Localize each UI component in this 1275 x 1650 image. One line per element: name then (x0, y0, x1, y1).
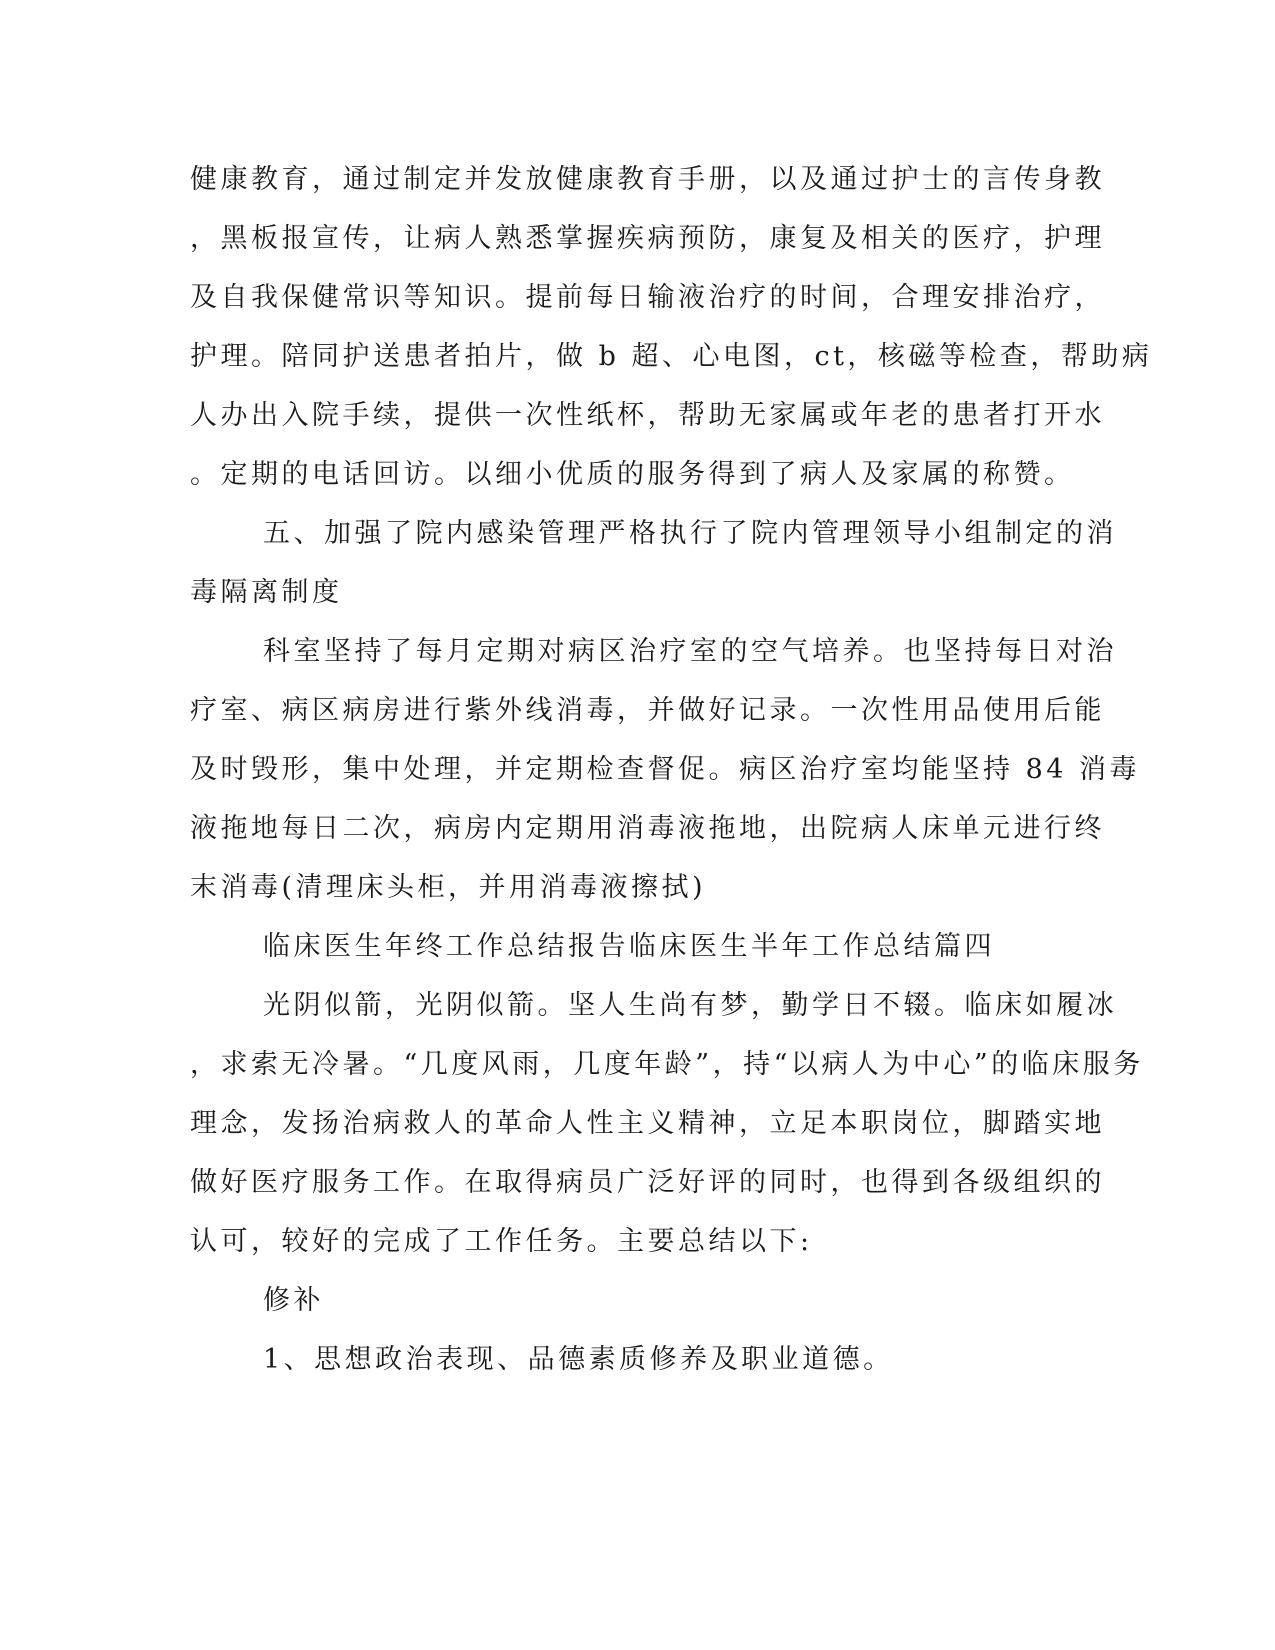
text-line-16: ，求索无冷暑。“几度风雨，几度年龄”，持“以病人为中心”的临床服务 (190, 1049, 1144, 1080)
text-line-12: 液拖地每日二次，病房内定期用消毒液拖地，出院病人床单元进行终 (190, 813, 1105, 844)
text-line-17: 理念，发扬治病救人的革命人性主义精神，立足本职岗位，脚踏实地 (190, 1108, 1105, 1139)
text-line-9: 科室坚持了每月定期对病区治疗室的空气培养。也坚持每日对治 (263, 636, 1117, 667)
text-line-5: 人办出入院手续，提供一次性纸杯，帮助无家属或年老的患者打开水 (190, 400, 1105, 431)
section-heading-five: 五、加强了院内感染管理严格执行了院内管理领导小组制定的消 (263, 518, 1117, 549)
text-line-18: 做好医疗服务工作。在取得病员广泛好评的同时，也得到各级组织的 (190, 1167, 1105, 1198)
subheading-xiubu: 修补 (263, 1285, 324, 1316)
text-line-1: 健康教育，通过制定并发放健康教育手册，以及通过护士的言传身教 (190, 164, 1105, 195)
text-line-2: ，黑板报宣传，让病人熟悉掌握疾病预防，康复及相关的医疗，护理 (190, 223, 1105, 254)
list-item-1: 1、思想政治表现、品德素质修养及职业道德。 (263, 1344, 894, 1375)
article-title: 临床医生年终工作总结报告临床医生半年工作总结篇四 (263, 931, 995, 962)
text-line-4: 护理。陪同护送患者拍片，做 b 超、心电图，ct，核磁等检查，帮助病 (190, 341, 1153, 372)
text-line-19: 认可，较好的完成了工作任务。主要总结以下: (190, 1226, 813, 1257)
text-line-6: 。定期的电话回访。以细小优质的服务得到了病人及家属的称赞。 (190, 459, 1075, 490)
text-line-10: 疗室、病区病房进行紫外线消毒，并做好记录。一次性用品使用后能 (190, 695, 1105, 726)
text-line-13: 末消毒(清理床头柜，并用消毒液擦拭) (190, 872, 707, 903)
text-line-3: 及自我保健常识等知识。提前每日输液治疗的时间，合理安排治疗， (190, 282, 1105, 313)
section-heading-five-cont: 毒隔离制度 (190, 577, 343, 608)
text-line-15: 光阴似箭，光阴似箭。坚人生尚有梦，勤学日不辍。临床如履冰 (263, 990, 1117, 1021)
text-line-11: 及时毁形，集中处理，并定期检查督促。病区治疗室均能坚持 84 消毒 (190, 754, 1141, 785)
